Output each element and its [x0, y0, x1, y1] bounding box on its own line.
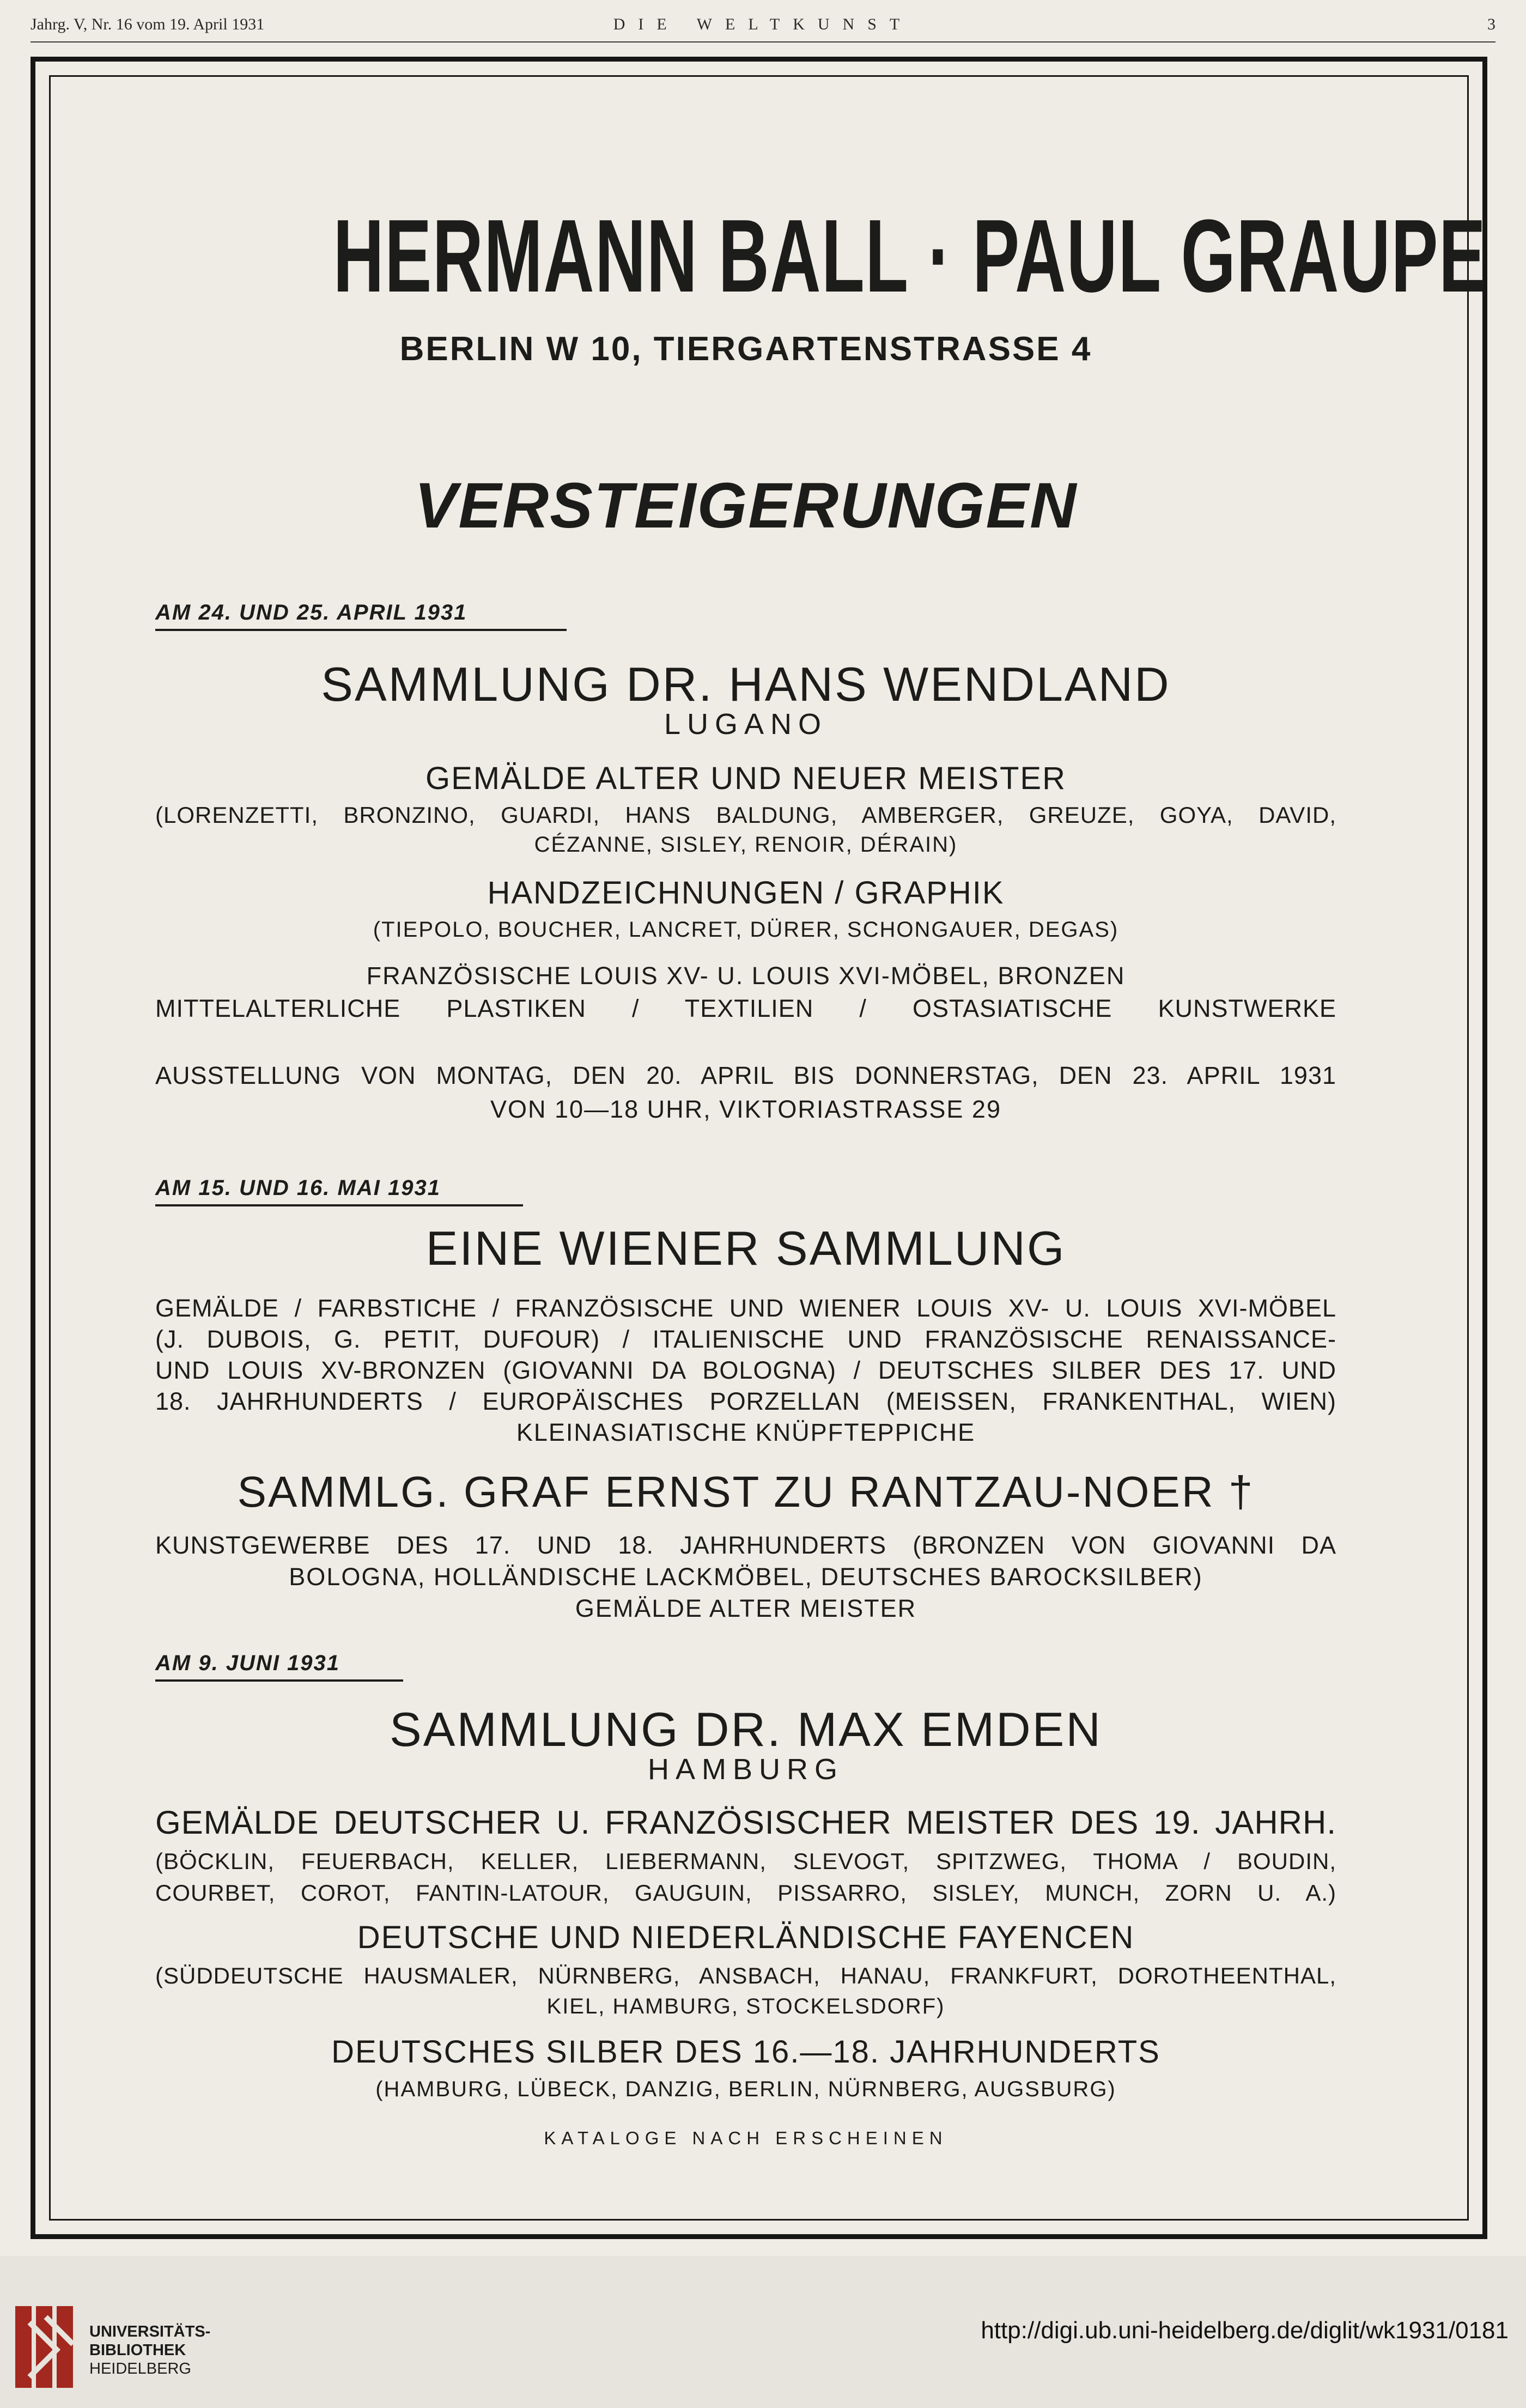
auction1-date: AM 24. UND 25. APRIL 1931: [155, 601, 467, 624]
auction1-drawings-artists: (TIEPOLO, BOUCHER, LANCRET, DÜRER, SCHONGAUER, DEGAS): [373, 918, 1119, 942]
issue-info: Jahrg. V, Nr. 16 vom 19. April 1931: [31, 15, 265, 33]
auction3-painters-1: (BÖCKLIN, FEUERBACH, KELLER, LIEBERMANN, SLEVOGT, SPITZWEG, THOMA / BOUDIN,: [155, 1848, 1336, 1874]
auction1-exhibition-2: VON 10—18 UHR, VIKTORIASTRASSE 29: [490, 1095, 1001, 1123]
auction3-silver-cities: (HAMBURG, LÜBECK, DANZIG, BERLIN, NÜRNBERG, AUGSBURG): [375, 2077, 1116, 2101]
auction1-paintings: GEMÄLDE ALTER UND NEUER MEISTER: [425, 761, 1066, 796]
auction2-desc2-3: GEMÄLDE ALTER MEISTER: [575, 1594, 917, 1622]
auction1-painters-1: (LORENZETTI, BRONZINO, GUARDI, HANS BALDUNG, AMBERGER, GREUZE, GOYA, DAVID,: [155, 802, 1336, 828]
auction2-desc-1: GEMÄLDE / FARBSTICHE / FRANZÖSISCHE UND WIENER LOUIS XV- U. LOUIS XVI-MÖBEL: [155, 1294, 1336, 1322]
auctions-heading: VERSTEIGERUNGEN: [414, 470, 1078, 542]
source-url[interactable]: http://digi.ub.uni-heidelberg.de/diglit/wk1931/0181: [981, 2317, 1509, 2344]
auction1-title: SAMMLUNG DR. HANS WENDLAND: [321, 657, 1171, 711]
auction3-faience-1: (SÜDDEUTSCHE HAUSMALER, NÜRNBERG, ANSBACH, HANAU, FRANKFURT, DOROTHEENTHAL,: [155, 1963, 1336, 1988]
header-rule: [31, 41, 1495, 43]
auction3-faience-2: KIEL, HAMBURG, STOCKELSDORF): [546, 1994, 945, 2018]
auction2-title2: SAMMLG. GRAF ERNST ZU RANTZAU-NOER †: [237, 1467, 1255, 1516]
auction3-faience: DEUTSCHE UND NIEDERLÄNDISCHE FAYENCEN: [357, 1920, 1135, 1955]
auction2-desc-5: KLEINASIATISCHE KNÜPFTEPPICHE: [516, 1418, 976, 1446]
auction3-silver: DEUTSCHES SILBER DES 16.—18. JAHRHUNDERTS: [331, 2034, 1160, 2070]
auction3-paintings: GEMÄLDE DEUTSCHER U. FRANZÖSISCHER MEISTER DES 19. JAHRH.: [155, 1804, 1336, 1841]
catalogue-note: KATALOGE NACH ERSCHEINEN: [544, 2128, 948, 2148]
auction3-city: HAMBURG: [647, 1753, 844, 1786]
auction3-date-rule: [155, 1679, 403, 1682]
auction1-city: LUGANO: [664, 708, 828, 741]
page-number: 3: [1487, 15, 1495, 33]
library-name: [89, 2322, 210, 2378]
library-name-line3: HEIDELBERG: [89, 2360, 191, 2377]
firm-address: BERLIN W 10, TIERGARTENSTRASSE 4: [399, 330, 1092, 368]
auction2-date: AM 15. UND 16. MAI 1931: [155, 1176, 441, 1200]
auction2-desc2-2: BOLOGNA, HOLLÄNDISCHE LACKMÖBEL, DEUTSCHES BAROCKSILBER): [289, 1563, 1203, 1591]
university-library-logo: [13, 2301, 83, 2393]
auction2-date-rule: [155, 1204, 523, 1206]
firm-name: HERMANN BALL · PAUL GRAUPE: [333, 198, 1487, 314]
auction3-date: AM 9. JUNI 1931: [155, 1651, 341, 1675]
auction2-title: EINE WIENER SAMMLUNG: [425, 1221, 1066, 1275]
auction1-sculpture: MITTELALTERLICHE PLASTIKEN / TEXTILIEN / OSTASIATISCHE KUNSTWERKE: [155, 994, 1336, 1022]
auction1-painters-2: CÉZANNE, SISLEY, RENOIR, DÉRAIN): [534, 833, 958, 857]
auction2-desc2-1: KUNSTGEWERBE DES 17. UND 18. JAHRHUNDERTS (BRONZEN VON GIOVANNI DA: [155, 1531, 1336, 1559]
auction1-drawings: HANDZEICHNUNGEN / GRAPHIK: [487, 875, 1005, 911]
library-name-line2: BIBLIOTHEK: [89, 2342, 186, 2359]
auction1-date-rule: [155, 629, 567, 631]
auction2-desc-4: 18. JAHRHUNDERTS / EUROPÄISCHES PORZELLAN (MEISSEN, FRANKENTHAL, WIEN): [155, 1387, 1336, 1415]
auction2-desc-2: (J. DUBOIS, G. PETIT, DUFOUR) / ITALIENISCHE UND FRANZÖSISCHE RENAISSANCE-: [155, 1325, 1336, 1353]
auction1-furniture: FRANZÖSISCHE LOUIS XV- U. LOUIS XVI-MÖBEL, BRONZEN: [366, 962, 1126, 990]
library-name-line1: UNIVERSITÄTS-: [89, 2323, 211, 2340]
auction2-desc-3: UND LOUIS XV-BRONZEN (GIOVANNI DA BOLOGNA) / DEUTSCHES SILBER DES 17. UND: [155, 1356, 1336, 1384]
journal-title: DIE WELTKUNST: [613, 15, 913, 33]
auction3-painters-2: COURBET, COROT, FANTIN-LATOUR, GAUGUIN, PISSARRO, SISLEY, MUNCH, ZORN U. A.): [155, 1880, 1336, 1906]
auction1-exhibition-1: AUSSTELLUNG VON MONTAG, DEN 20. APRIL BIS DONNERSTAG, DEN 23. APRIL 1931: [155, 1062, 1336, 1089]
running-head: [31, 15, 1495, 48]
auction3-title: SAMMLUNG DR. MAX EMDEN: [390, 1702, 1102, 1756]
